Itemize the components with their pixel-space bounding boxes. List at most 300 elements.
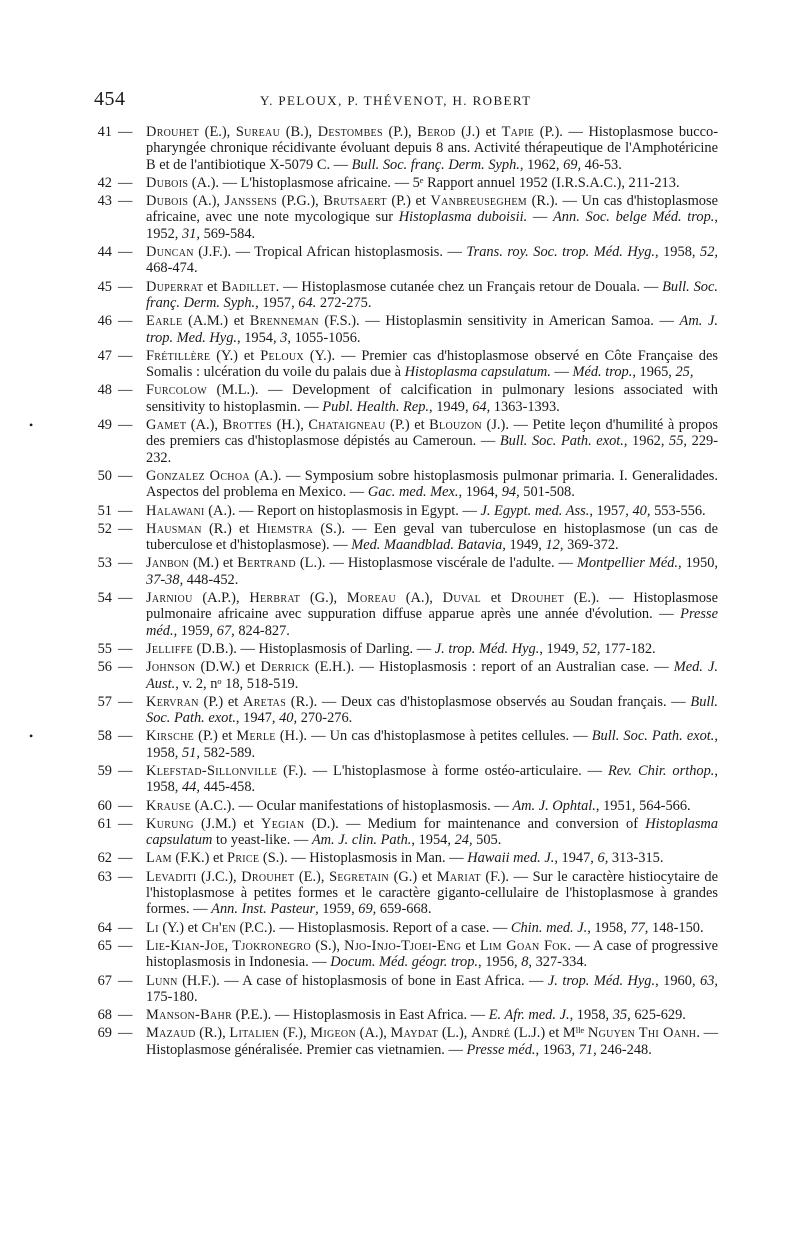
text-run: (F.), [279, 1025, 311, 1042]
author-name: Tapie [501, 124, 535, 140]
text-run: 313-315. [608, 850, 664, 867]
text-run: , 1963, [535, 1041, 579, 1058]
reference-dash: — [118, 502, 133, 519]
author-name: Lim Goan Fok [479, 937, 568, 954]
reference-number: 51 [97, 502, 112, 519]
reference-entry [88, 641, 718, 657]
text-run: (H.). — Un cas d'histoplasmose à petites cellules. — [275, 728, 592, 745]
text-run: (P.G.), [277, 193, 324, 210]
text-run: (R.) et [201, 520, 257, 537]
text-run: 177-182. [600, 640, 656, 657]
reference-text [146, 382, 718, 414]
text-run: et [481, 590, 511, 607]
author-name: Frétillère [146, 347, 211, 364]
text-run: (B.), [280, 124, 318, 140]
text-run: (R.). — Deux cas d'histoplasmose observés au Soudan français. — [286, 693, 691, 710]
italic-text: Med. J. Aust. [146, 659, 718, 692]
page-header [90, 84, 730, 114]
text-run: 448-452. [183, 571, 239, 588]
author-name: Klefstad-Sillonville [146, 762, 278, 779]
reference-entry [88, 244, 718, 277]
italic-text: 69, [563, 156, 582, 173]
reference-dash: — [118, 244, 133, 261]
author-name: Destombes [317, 124, 383, 140]
text-run: . — A case of progressive histoplasmosis in Indonesia. — [146, 937, 718, 971]
author-name: Krause [146, 797, 191, 814]
text-run: (S.). — Histoplasmosis in Man. — [259, 850, 468, 867]
reference-dash: — [118, 797, 133, 814]
italic-text: Am. J. trop. Med. Hyg. [146, 313, 718, 346]
reference-number: 68 [97, 1007, 112, 1024]
italic-text: 64, [472, 398, 491, 415]
reference-text [146, 1025, 718, 1057]
reference-number: 56 [97, 659, 112, 676]
text-run: 1363-1393. [490, 398, 560, 415]
reference-entry [88, 850, 718, 866]
author-name: Price [227, 850, 260, 867]
text-run: (F.S.). — Histoplasmin sensitivity in American Samoa. — [318, 313, 680, 330]
text-run: (J.C.), [196, 868, 242, 885]
italic-text: Hawaii med. J. [467, 850, 555, 867]
italic-text: 40, [279, 710, 298, 727]
author-name: Yegian [261, 815, 305, 832]
reference-text [146, 763, 718, 795]
text-run: (P.), [382, 124, 418, 140]
text-run: , 1960, [655, 972, 701, 989]
text-run: 505. [472, 832, 502, 849]
reference-number: 61 [97, 815, 112, 832]
text-run: (H.F.). — A case of histoplasmosis of bone in East Africa. — [177, 972, 548, 989]
text-run: (A.). — Report on histoplasmosis in Egypt. — [204, 502, 481, 519]
reference-number: 60 [97, 797, 112, 814]
text-run: (P.). — Histoplasmose bucco-pharyngée chronique récidivante évoluant depuis 8 ans. Activité thérapeutique de l'Amphotéricine B et de l'antibiotique X-5079 C. — [146, 124, 718, 173]
italic-text: Bull. Soc. franç. Derm. Syph. [351, 156, 520, 173]
reference-text [146, 641, 656, 657]
author-name: Jelliffe [146, 640, 193, 657]
italic-text: Histoplasma duboisii. [398, 209, 528, 226]
text-run: (A.), [188, 193, 225, 210]
italic-text: Trans. roy. Soc. trop. Méd. Hyg. [466, 244, 655, 261]
author-name: Segretain [329, 868, 389, 885]
italic-text: 8, [521, 954, 532, 971]
author-name: Brottes [222, 417, 273, 434]
text-run: (P.) et [385, 417, 430, 434]
reference-text [146, 175, 680, 191]
reference-number: 62 [97, 850, 112, 867]
author-name: Lie-Kian-Joe [146, 937, 225, 954]
running-head: Y. PELOUX, P. THÉVENOT, H. ROBERT [260, 93, 532, 108]
author-name: Moreau [346, 590, 396, 607]
italic-text: Ann. Soc. belge Méd. trop. [553, 209, 715, 226]
reference-entry [88, 869, 718, 918]
author-name: Brutsaert [323, 193, 387, 210]
author-name: Hausman [146, 520, 202, 537]
author-name: Njo-Injo-Tjoei-Eng [344, 937, 462, 954]
reference-entry [88, 348, 718, 381]
text-run: (Y.). — Premier cas d'histoplasmose observé en Côte Française des Somalis : ulcération du voile du palais due à [146, 347, 718, 381]
reference-text [146, 590, 718, 639]
text-run: (E.), [294, 868, 330, 885]
reference-dash: — [118, 728, 133, 745]
reference-number: 53 [97, 555, 112, 572]
author-name: Herbrat [249, 590, 301, 607]
text-run: , 1958, [146, 762, 718, 796]
author-name: Drouhet [510, 590, 564, 607]
reference-entry [88, 193, 718, 242]
reference-dash: — [118, 467, 133, 484]
author-name: Blouzon [429, 417, 482, 434]
reference-entry [88, 313, 718, 346]
reference-number: 64 [97, 919, 112, 936]
author-name: Litalien [229, 1025, 280, 1042]
text-run: (A.P.), [192, 590, 250, 607]
author-name: Levaditi [146, 868, 197, 885]
text-run: , 1957, [255, 294, 299, 311]
reference-dash: — [118, 193, 133, 210]
reference-dash: — [118, 124, 133, 140]
reference-entry [88, 938, 718, 971]
reference-number: 54 [97, 590, 112, 607]
italic-text: Bull. Soc. Path. exot. [499, 433, 624, 450]
reference-entry [88, 124, 718, 173]
author-name: Tjokronegro [232, 937, 312, 954]
text-run: 229-232. [146, 433, 718, 466]
italic-text: Am. J. Ophtal. [512, 797, 596, 814]
reference-dash: — [118, 174, 133, 191]
reference-entry [29, 728, 718, 761]
reference-dash: — [118, 972, 133, 989]
text-run: , 1958, [569, 1007, 613, 1024]
text-run: . — Histoplasmose généralisée. Premier cas vietnamien. — [146, 1025, 719, 1058]
reference-entry [88, 468, 718, 501]
italic-text: 3, [280, 329, 291, 346]
text-run: (A.), [186, 417, 223, 434]
text-run: (P.) et [386, 193, 431, 210]
reference-number: 43 [97, 193, 112, 210]
reference-number: 55 [97, 640, 112, 657]
text-run: (J.) et [455, 124, 502, 140]
italic-text: 77, [630, 919, 649, 936]
reference-entry [88, 590, 718, 639]
reference-entry [88, 920, 718, 936]
author-name: Halawani [146, 502, 205, 519]
text-run: 659-668. [376, 901, 432, 918]
italic-text: 64. [298, 294, 317, 311]
text-run: 445-458. [199, 779, 256, 796]
author-name: Dubois [146, 174, 189, 191]
text-run: , 1950, [678, 555, 718, 572]
author-name: Kervran [146, 693, 199, 710]
text-run: , v. 2, nᵒ 18, 518-519. [175, 675, 299, 692]
text-run: (D.B.). — Histoplasmosis of Darling. — [192, 640, 435, 657]
reference-text [146, 850, 663, 866]
text-run: (P.) et [194, 728, 237, 745]
text-run: — [550, 364, 573, 381]
author-name: Badillet [221, 278, 276, 295]
text-run: (F.). — Sur le caractère histiocytaire de l'histoplasmose à petites formes et le caractère giganto-cellulaire de l'histoplasmose à grandes formes. — [146, 868, 718, 918]
reference-text [146, 869, 718, 918]
text-run: 582-589. [199, 744, 256, 761]
reference-dash: — [118, 919, 133, 936]
text-run: , 1958, [587, 919, 631, 936]
text-run: (A.), [395, 590, 443, 607]
author-name: Gamet [146, 417, 187, 434]
text-run: 270-276. [297, 710, 353, 727]
italic-text: 12, [545, 537, 564, 554]
reference-number: 58 [97, 728, 112, 745]
reference-text [146, 417, 718, 466]
reference-dash: — [118, 347, 133, 364]
text-run: to yeast-like. — [212, 832, 312, 849]
reference-number: 59 [97, 762, 112, 779]
italic-text: Gac. med. Mex. [367, 484, 459, 501]
author-name: Kirsche [146, 728, 195, 745]
text-run: , [224, 937, 233, 954]
text-run: (J.). — Petite leçon d'humilité à propos des premiers cas d'histoplasmose dépistés au Cameroun. — [146, 417, 718, 450]
reference-text [146, 348, 718, 380]
author-name: Johnson [146, 659, 196, 676]
reference-text [146, 920, 704, 936]
author-name: Dubois [146, 193, 189, 210]
reference-dash: — [118, 762, 133, 779]
reference-number: 63 [97, 868, 112, 885]
italic-text: E. Afr. med. J. [488, 1007, 570, 1024]
italic-text: 35, [612, 1007, 631, 1024]
text-run: (L.). — Histoplasmose viscérale de l'adulte. — [295, 555, 577, 572]
italic-text: J. Egypt. med. Ass. [480, 502, 590, 519]
reference-text [146, 521, 718, 553]
reference-dash: — [118, 520, 133, 537]
reference-entry [88, 694, 718, 727]
text-run: (H.), [272, 417, 309, 434]
text-run: et [203, 278, 222, 295]
text-run: (E.H.). — Histoplasmosis : report of an Australian case. — [309, 659, 674, 676]
text-run: , 1951, 564-566. [595, 797, 691, 814]
italic-text: Docum. Méd. géogr. trop. [330, 954, 479, 971]
text-run: , 1954, [237, 329, 281, 346]
reference-dash: — [118, 1025, 133, 1042]
text-run: (P.C.). — Histoplasmosis. Report of a case. — [235, 919, 511, 936]
author-name: Drouhet [241, 868, 295, 885]
reference-text [146, 124, 718, 173]
italic-text: 24, [454, 832, 473, 849]
text-run: (R.). — Un cas d'histoplasmose africaine, avec une note mycologique sur [146, 193, 718, 226]
italic-text: J. trop. Méd. Hyg. [434, 640, 540, 657]
author-name: Vanbreuseghem [430, 193, 527, 210]
reference-dash: — [118, 815, 133, 832]
text-run: (A.C.). — Ocular manifestations of histoplasmosis. — [190, 797, 513, 814]
text-run: (S.), [311, 937, 345, 954]
reference-entry [88, 382, 718, 415]
italic-text: Presse méd. [146, 606, 718, 639]
reference-text [146, 1007, 686, 1023]
reference-dash: — [118, 640, 133, 657]
reference-entry [88, 659, 718, 692]
reference-text [146, 938, 718, 970]
reference-dash: — [118, 382, 133, 399]
text-run: , 1957, [589, 502, 633, 519]
reference-dash: — [118, 693, 133, 710]
reference-entry [88, 1007, 718, 1023]
text-run: (L.J.) et Mˡˡᵉ [510, 1025, 588, 1042]
text-run: (P.) et [198, 693, 243, 710]
italic-text: Bull. Soc. franç. Derm. Syph. [146, 278, 718, 311]
author-name: Gonzalez Ochoa [146, 467, 250, 484]
italic-text: 52, [582, 640, 601, 657]
reference-entry [29, 417, 718, 466]
reference-entry [88, 279, 718, 312]
reference-dash: — [118, 278, 133, 295]
reference-number: 49 [97, 417, 112, 434]
margin-mark: • [29, 729, 34, 744]
author-name: Ch'en [201, 919, 236, 936]
reference-entry [88, 798, 718, 814]
reference-number: 48 [97, 382, 112, 399]
text-run: (D.W.) et [195, 659, 261, 676]
text-run: — [527, 209, 554, 226]
text-run: (P.E.). — Histoplasmosis in East Africa. — [232, 1007, 489, 1024]
italic-text: 51, [181, 744, 200, 761]
text-run: , 1954, [411, 832, 455, 849]
italic-text: Publ. Health. Rep. [322, 398, 430, 415]
text-run: (M.) et [188, 555, 238, 572]
reference-entry [88, 1025, 718, 1058]
author-name: Lam [146, 850, 172, 867]
italic-text: 55, [669, 433, 688, 450]
text-run: , 1949, [539, 640, 583, 657]
text-run: , 1949, [429, 398, 473, 415]
author-name: Duval [442, 590, 482, 607]
author-name: Migeon [310, 1025, 356, 1042]
italic-text: 69, [358, 901, 377, 918]
reference-text [146, 313, 718, 345]
author-name: Sureau [235, 124, 281, 140]
text-run: (Y.) et [210, 347, 261, 364]
italic-text: J. trop. Méd. Hyg. [547, 972, 656, 989]
italic-text: 67, [216, 622, 235, 639]
reference-text [146, 694, 718, 726]
reference-number: 44 [97, 244, 112, 261]
reference-list [29, 124, 719, 1060]
italic-text: Am. J. clin. Path. [311, 832, 412, 849]
reference-entry [88, 503, 718, 519]
italic-text: Bull. Soc. Path. exot. [591, 728, 715, 745]
author-name: Jarniou [146, 590, 193, 607]
text-run: (J.F.). — Tropical African histoplasmosis. — [193, 244, 467, 261]
reference-text [146, 728, 718, 760]
italic-text: 40, [632, 502, 651, 519]
reference-number: 57 [97, 693, 112, 710]
reference-text [146, 503, 706, 519]
reference-number: 69 [97, 1025, 112, 1042]
reference-text [146, 468, 718, 500]
italic-text: Presse méd. [466, 1041, 536, 1058]
author-name: Mariat [436, 868, 481, 885]
author-name: Chataigneau [308, 417, 386, 434]
reference-number: 67 [97, 972, 112, 989]
author-name: André [471, 1025, 511, 1042]
italic-text: 63, [700, 972, 719, 989]
reference-text [146, 244, 718, 276]
reference-dash: — [118, 417, 133, 434]
italic-text: 52, [700, 244, 718, 261]
reference-text [146, 193, 718, 242]
text-run: , 1964, [458, 484, 502, 501]
text-run: (A.). — Symposium sobre histoplasmosis pulmonar primaria. I. Generalidades. Aspectos del problema en Mexico. — [146, 467, 718, 501]
italic-text: 31, [181, 225, 200, 242]
text-run: , 1962, [519, 156, 564, 173]
reference-entry [88, 175, 718, 191]
author-name: Manson-Bahr [146, 1007, 233, 1024]
text-run: 272-275. [316, 294, 372, 311]
text-run: 553-556. [650, 502, 706, 519]
reference-number: 41 [97, 124, 112, 140]
text-run: 1055-1056. [290, 329, 361, 346]
reference-dash: — [118, 313, 133, 330]
italic-text: 37-38, [146, 571, 184, 588]
reference-dash: — [118, 937, 133, 954]
italic-text: Histoplasma capsulatum [146, 815, 719, 849]
text-run: . — Histoplasmose cutanée chez un Français retour de Douala. — [275, 278, 663, 295]
italic-text: Ann. Inst. Pasteur [211, 901, 316, 918]
text-run: 468-474. [146, 260, 198, 277]
italic-text: 6, [597, 850, 609, 867]
reference-entry [88, 763, 718, 796]
author-name: Mazaud [146, 1025, 196, 1042]
text-run: (F.K.) et [171, 850, 228, 867]
italic-text: Rev. Chir. orthop. [608, 762, 715, 779]
text-run: (L.), [438, 1025, 472, 1042]
author-name: Nguyen Thi Oanh [587, 1025, 697, 1042]
author-name: Derrick [260, 659, 310, 676]
reference-text [146, 973, 718, 1005]
reference-entry [88, 555, 718, 588]
author-name: Bertrand [237, 555, 296, 572]
reference-entry [88, 521, 718, 554]
italic-text: 94, [501, 484, 520, 501]
author-name: Aretas [243, 693, 287, 710]
italic-text: Bull. Soc. Path. exot. [146, 693, 718, 727]
reference-dash: — [118, 868, 133, 885]
text-run: , 1947, [235, 710, 280, 727]
text-run: , 1947, [554, 850, 598, 867]
author-name: Hiemstra [256, 520, 314, 537]
text-run: , 1958, [146, 728, 718, 761]
text-run: (M.L.). — Development of calcification in pulmonary lesions associated with sensitivity to histoplasmin. — [146, 382, 718, 415]
reference-text [146, 798, 691, 814]
reference-number: 46 [97, 313, 112, 330]
text-run: 46-53. [581, 156, 622, 173]
text-run: (D.). — Medium for maintenance and conversion of [304, 815, 646, 832]
reference-dash: — [118, 850, 133, 867]
reference-number: 65 [97, 937, 112, 954]
author-name: Li [146, 919, 159, 936]
text-run: 569-584. [199, 225, 256, 242]
author-name: Duncan [146, 244, 194, 261]
text-run: (G.), [300, 590, 347, 607]
author-name: Peloux [260, 347, 304, 364]
italic-text: Med. Maandblad. Batavia, [351, 537, 506, 554]
text-run: et [461, 937, 480, 954]
text-run: , 1958, [655, 244, 700, 261]
text-run: (E.). — Histoplasmose pulmonaire africaine avec suppuration diffuse apparue après une année d'évolution. — [146, 590, 719, 623]
text-run: , 1952, [146, 209, 718, 242]
reference-number: 52 [97, 520, 112, 537]
reference-dash: — [118, 659, 133, 676]
reference-dash: — [118, 590, 133, 607]
text-run: (Y.) et [158, 919, 202, 936]
author-name: Duperrat [146, 278, 204, 295]
